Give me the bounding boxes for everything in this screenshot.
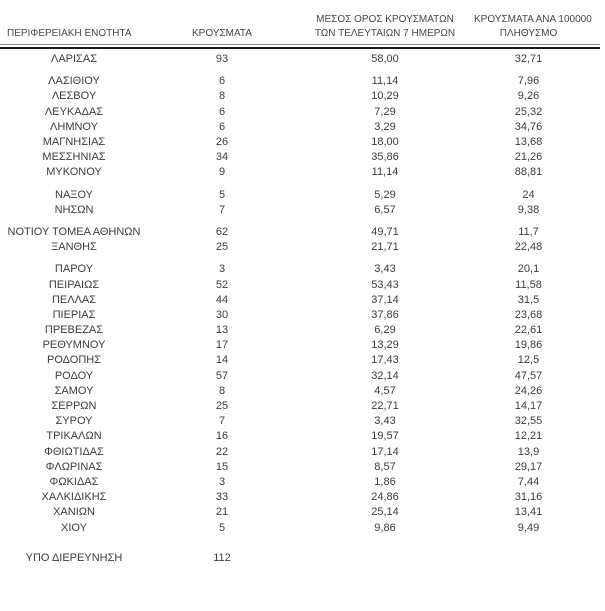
table-row bbox=[0, 52, 605, 67]
cases-cell: 17 bbox=[215, 339, 229, 352]
per100k-cell: 23,68 bbox=[514, 308, 543, 321]
table-row bbox=[0, 308, 605, 323]
avg7-cell: 6,29 bbox=[374, 324, 396, 337]
table-row bbox=[0, 277, 605, 292]
table-body bbox=[0, 52, 605, 566]
region-cell: ΣΑΜΟΥ bbox=[54, 384, 94, 397]
avg7-cell: 10,29 bbox=[371, 90, 399, 103]
cases-cell: 33 bbox=[215, 491, 229, 504]
region-cell: ΛΕΣΒΟΥ bbox=[51, 90, 97, 103]
cases-cell: 93 bbox=[215, 53, 229, 66]
table-row bbox=[0, 89, 605, 104]
cases-cell: 112 bbox=[213, 551, 231, 564]
avg7-cell: 25,14 bbox=[371, 506, 399, 519]
per100k-cell: 9,26 bbox=[517, 90, 540, 103]
table-header bbox=[0, 0, 605, 40]
table-row bbox=[0, 353, 605, 368]
region-cell: ΜΕΣΣΗΝΙΑΣ bbox=[42, 151, 106, 164]
region-cell: ΜΥΚΟΝΟΥ bbox=[46, 166, 102, 179]
per100k-cell: 88,81 bbox=[514, 166, 543, 179]
avg7-cell: 3,43 bbox=[374, 263, 396, 276]
cases-cell: 7 bbox=[218, 203, 226, 216]
per100k-cell: 24 bbox=[522, 188, 535, 201]
cases-cell: 3 bbox=[218, 475, 226, 488]
column-header-per100k-line2: ΠΛΗΘΥΣΜΟ bbox=[499, 28, 558, 39]
table-row bbox=[0, 225, 605, 240]
per100k-cell: 13,9 bbox=[517, 445, 540, 458]
table-row bbox=[0, 551, 605, 566]
region-cell: ΛΗΜΝΟΥ bbox=[50, 120, 98, 133]
avg7-cell: 24,86 bbox=[371, 491, 399, 504]
cases-cell: 62 bbox=[215, 225, 229, 238]
avg7-cell: 1,86 bbox=[374, 475, 396, 488]
cases-cell: 57 bbox=[215, 369, 229, 382]
cases-cell: 8 bbox=[218, 384, 226, 397]
avg7-cell: 9,86 bbox=[374, 521, 396, 534]
cases-cell: 13 bbox=[215, 324, 229, 337]
table-row bbox=[0, 460, 605, 475]
cases-cell: 7 bbox=[218, 415, 226, 428]
table-row bbox=[0, 475, 605, 490]
table-row bbox=[0, 262, 605, 277]
per100k-cell: 31,16 bbox=[514, 491, 543, 504]
region-cell: ΞΑΝΘΗΣ bbox=[51, 241, 97, 254]
cases-cell: 9 bbox=[218, 166, 226, 179]
cases-cell: 16 bbox=[215, 430, 229, 443]
cases-cell: 52 bbox=[215, 278, 229, 291]
table-row bbox=[0, 293, 605, 308]
table-row bbox=[0, 505, 605, 520]
avg7-cell: 3,43 bbox=[374, 415, 396, 428]
cases-cell: 5 bbox=[218, 521, 226, 534]
table-row bbox=[0, 323, 605, 338]
per100k-cell: 11,7 bbox=[518, 225, 539, 238]
cases-cell: 6 bbox=[218, 105, 226, 118]
cases-cell: 26 bbox=[215, 136, 229, 149]
per100k-cell: 21,26 bbox=[514, 151, 543, 164]
table-row bbox=[0, 338, 605, 353]
avg7-cell: 5,29 bbox=[374, 188, 396, 201]
table-row bbox=[0, 74, 605, 89]
column-header-per100k-line1: ΚΡΟΥΣΜΑΤΑ ΑΝΑ 100000 bbox=[474, 14, 592, 25]
cases-cell: 6 bbox=[218, 120, 226, 133]
column-header-avg7-line1: ΜΕΣΟΣ ΟΡΟΣ ΚΡΟΥΣΜΑΤΩΝ bbox=[316, 14, 454, 25]
group-spacer bbox=[0, 67, 605, 74]
table-row bbox=[0, 369, 605, 384]
region-cell: ΜΑΓΝΗΣΙΑΣ bbox=[42, 136, 106, 149]
column-header-avg7-line2: ΤΩΝ ΤΕΛΕΥΤΑΙΩΝ 7 ΗΜΕΡΩΝ bbox=[314, 28, 456, 39]
header-divider bbox=[0, 47, 600, 49]
avg7-cell: 22,71 bbox=[371, 400, 399, 413]
group-spacer bbox=[0, 181, 605, 188]
table-row bbox=[0, 203, 605, 218]
per100k-cell: 11,58 bbox=[515, 278, 542, 291]
avg7-cell: 35,86 bbox=[371, 151, 399, 164]
cases-cell: 30 bbox=[215, 308, 229, 321]
avg7-cell: 58,00 bbox=[371, 53, 399, 66]
region-cell: ΝΑΞΟΥ bbox=[55, 188, 93, 201]
column-header-cases: ΚΡΟΥΣΜΑΤΑ bbox=[192, 28, 252, 39]
avg7-cell: 11,14 bbox=[371, 166, 399, 179]
per100k-cell: 13,68 bbox=[514, 136, 543, 149]
table-row bbox=[0, 188, 605, 203]
avg7-cell: 8,57 bbox=[374, 460, 396, 473]
avg7-cell: 19,57 bbox=[371, 430, 399, 443]
per100k-cell: 32,71 bbox=[514, 53, 543, 66]
avg7-cell: 18,00 bbox=[371, 136, 399, 149]
per100k-cell: 34,76 bbox=[514, 120, 543, 133]
region-cell: ΥΠΟ ΔΙΕΡΕΥΝΗΣΗ bbox=[25, 551, 123, 564]
region-cell: ΠΙΕΡΙΑΣ bbox=[52, 308, 96, 321]
region-cell: ΦΘΙΩΤΙΔΑΣ bbox=[44, 445, 104, 458]
cases-cell: 3 bbox=[218, 263, 226, 276]
per100k-cell: 24,26 bbox=[514, 384, 543, 397]
avg7-cell: 49,71 bbox=[371, 225, 399, 238]
region-cell: ΡΕΘΥΜΝΟΥ bbox=[42, 339, 106, 352]
avg7-cell: 3,29 bbox=[374, 120, 396, 133]
per100k-cell: 7,96 bbox=[517, 75, 540, 88]
region-cell: ΡΟΔΟΥ bbox=[54, 369, 94, 382]
table-row bbox=[0, 445, 605, 460]
avg7-cell: 7,29 bbox=[374, 105, 396, 118]
region-cell: ΦΩΚΙΔΑΣ bbox=[49, 475, 99, 488]
region-cell: ΦΛΩΡΙΝΑΣ bbox=[45, 460, 103, 473]
avg7-cell: 21,71 bbox=[371, 241, 399, 254]
region-cell: ΝΟΤΙΟΥ ΤΟΜΕΑ ΑΘΗΝΩΝ bbox=[7, 225, 141, 238]
region-cell: ΠΑΡΟΥ bbox=[54, 263, 94, 276]
column-header-region: ΠΕΡΙΦΕΡΕΙΑΚΗ ΕΝΟΤΗΤΑ bbox=[7, 28, 132, 39]
region-cell: ΣΕΡΡΩΝ bbox=[51, 400, 97, 413]
cases-cell: 25 bbox=[215, 241, 229, 254]
per100k-cell: 32,55 bbox=[514, 415, 543, 428]
region-cell: ΠΕΛΛΑΣ bbox=[51, 293, 97, 306]
per100k-cell: 19,86 bbox=[514, 339, 543, 352]
cases-cell: 44 bbox=[215, 293, 229, 306]
per100k-cell: 13,41 bbox=[514, 506, 543, 519]
per100k-cell: 29,17 bbox=[514, 460, 543, 473]
region-cell: ΛΕΥΚΑΔΑΣ bbox=[44, 105, 104, 118]
cases-cell: 22 bbox=[215, 445, 229, 458]
region-cell: ΡΟΔΟΠΗΣ bbox=[46, 354, 102, 367]
table-row bbox=[0, 105, 605, 120]
table-row bbox=[0, 429, 605, 444]
header-underline bbox=[0, 44, 600, 45]
avg7-cell: 37,14 bbox=[371, 293, 399, 306]
region-cell: ΣΥΡΟΥ bbox=[55, 415, 93, 428]
per100k-cell: 47,57 bbox=[514, 369, 543, 382]
cases-cell: 21 bbox=[215, 506, 229, 519]
per100k-cell: 12,21 bbox=[514, 430, 543, 443]
table-row bbox=[0, 165, 605, 180]
avg7-cell: 17,14 bbox=[371, 445, 399, 458]
group-spacer bbox=[0, 536, 605, 551]
group-spacer bbox=[0, 255, 605, 262]
region-cell: ΧΑΛΚΙΔΙΚΗΣ bbox=[41, 491, 107, 504]
per100k-cell: 22,48 bbox=[514, 241, 543, 254]
region-cell: ΧΙΟΥ bbox=[61, 521, 87, 534]
per100k-cell: 9,49 bbox=[517, 521, 540, 534]
avg7-cell: 13,29 bbox=[371, 339, 399, 352]
header-row-2 bbox=[0, 26, 605, 40]
avg7-cell: 17,43 bbox=[371, 354, 399, 367]
per100k-cell: 31,5 bbox=[517, 293, 540, 306]
avg7-cell: 4,57 bbox=[374, 384, 396, 397]
cases-cell: 34 bbox=[215, 151, 229, 164]
header-row-1 bbox=[0, 12, 605, 26]
table-row bbox=[0, 414, 605, 429]
avg7-cell: 37,86 bbox=[371, 308, 399, 321]
region-cell: ΛΑΣΙΘΙΟΥ bbox=[48, 75, 100, 88]
cases-cell: 25 bbox=[215, 400, 229, 413]
region-cell: ΝΗΣΩΝ bbox=[54, 203, 94, 216]
table-row bbox=[0, 399, 605, 414]
cases-cell: 6 bbox=[218, 75, 226, 88]
region-cell: ΤΡΙΚΑΛΩΝ bbox=[46, 430, 102, 443]
cases-cell: 14 bbox=[215, 354, 229, 367]
region-cell: ΠΡΕΒΕΖΑΣ bbox=[44, 324, 104, 337]
avg7-cell: 6,57 bbox=[374, 203, 396, 216]
table-row bbox=[0, 520, 605, 535]
cases-cell: 5 bbox=[218, 188, 226, 201]
table-row bbox=[0, 240, 605, 255]
avg7-cell: 53,43 bbox=[371, 278, 399, 291]
avg7-cell: 11,14 bbox=[371, 75, 399, 88]
avg7-cell: 32,14 bbox=[371, 369, 399, 382]
region-cell: ΧΑΝΙΩΝ bbox=[53, 506, 95, 519]
table-row bbox=[0, 120, 605, 135]
cases-cell: 8 bbox=[218, 90, 226, 103]
cases-cell: 15 bbox=[215, 460, 229, 473]
per100k-cell: 20,1 bbox=[517, 263, 540, 276]
per100k-cell: 22,61 bbox=[514, 324, 543, 337]
table-row bbox=[0, 490, 605, 505]
per100k-cell: 9,38 bbox=[517, 203, 540, 216]
per100k-cell: 25,32 bbox=[514, 105, 543, 118]
table-row bbox=[0, 150, 605, 165]
per100k-cell: 12,5 bbox=[517, 354, 540, 367]
region-cell: ΠΕΙΡΑΙΩΣ bbox=[48, 278, 100, 291]
group-spacer bbox=[0, 218, 605, 225]
per100k-cell: 14,17 bbox=[514, 400, 543, 413]
table-row bbox=[0, 384, 605, 399]
per100k-cell: 7,44 bbox=[517, 475, 540, 488]
region-cell: ΛΑΡΙΣΑΣ bbox=[50, 53, 97, 66]
table-row bbox=[0, 135, 605, 150]
